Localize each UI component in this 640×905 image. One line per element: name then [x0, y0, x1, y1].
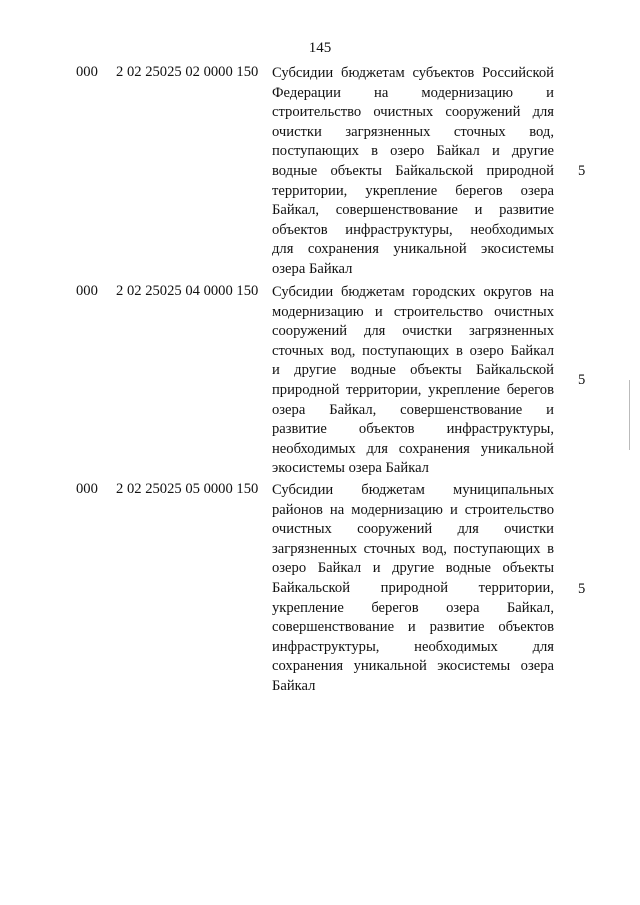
description-line: Субсидии бюджетам муниципальных — [272, 482, 554, 498]
amount-value: 5 — [578, 163, 586, 179]
description-line: Федерации на модернизацию и — [272, 84, 554, 101]
admin-code: 000 — [76, 481, 98, 497]
description-line: необходимых для сохранения уникальной — [272, 440, 554, 457]
description-line: сточных вод, поступающих в озеро Байкал — [272, 342, 554, 359]
description-line: и другие водные объекты Байкальской — [272, 362, 554, 379]
row-description — [272, 64, 554, 280]
description-line: поступающих в озеро Байкал и другие — [272, 143, 554, 160]
description-line: очистных сооружений для очистки — [272, 521, 554, 538]
scan-edge-line — [629, 380, 630, 450]
budget-classification-code: 2 02 25025 02 0000 150 — [116, 64, 259, 80]
admin-code: 000 — [76, 283, 98, 299]
description-line: объектов инфраструктуры, необходимых — [272, 221, 554, 238]
description-line: озера Байкал — [272, 260, 353, 277]
description-line: для сохранения уникальной экосистемы — [272, 241, 554, 258]
amount-value: 5 — [578, 372, 586, 388]
description-line: модернизацию и строительство очистных — [272, 303, 554, 320]
description-line: сохранения уникальной экосистемы озера — [272, 658, 554, 675]
description-line: развитие объектов инфраструктуры, — [272, 421, 554, 438]
description-line: Байкальской природной территории, — [272, 579, 554, 596]
description-line: сооружений для очистки загрязненных — [272, 323, 554, 340]
description-line: районов на модернизацию и строительство — [272, 501, 554, 518]
description-line: укрепление берегов озера Байкал, — [272, 599, 554, 616]
amount-value: 5 — [578, 581, 586, 597]
description-line: водные объекты Байкальской природной — [272, 162, 554, 179]
description-line: Субсидии бюджетам субъектов Российской — [272, 65, 554, 81]
description-line: загрязненных сточных вод, поступающих в — [272, 540, 554, 557]
budget-classification-code: 2 02 25025 05 0000 150 — [116, 481, 259, 497]
description-line: Субсидии бюджетам городских округов на — [272, 284, 554, 300]
description-line: Байкал, совершенствование и развитие — [272, 202, 554, 219]
description-line: экосистемы озера Байкал — [272, 460, 429, 477]
description-line: Байкал — [272, 677, 316, 694]
description-line: совершенствование и развитие объектов — [272, 619, 554, 636]
budget-classification-code: 2 02 25025 04 0000 150 — [116, 283, 259, 299]
description-line: очистки загрязненных сточных вод, — [272, 123, 554, 140]
description-line: озеро Байкал и другие водные объекты — [272, 560, 554, 577]
row-description — [272, 283, 554, 479]
page-number: 145 — [308, 40, 332, 56]
description-line: территории, укрепление берегов озера — [272, 182, 554, 199]
admin-code: 000 — [76, 64, 98, 80]
description-line: озера Байкал, совершенствование и — [272, 401, 554, 418]
description-line: инфраструктуры, необходимых для — [272, 638, 554, 655]
description-line: строительство очистных сооружений для — [272, 104, 554, 121]
description-line: природной территории, укрепление берегов — [272, 381, 554, 398]
row-description — [272, 481, 554, 697]
